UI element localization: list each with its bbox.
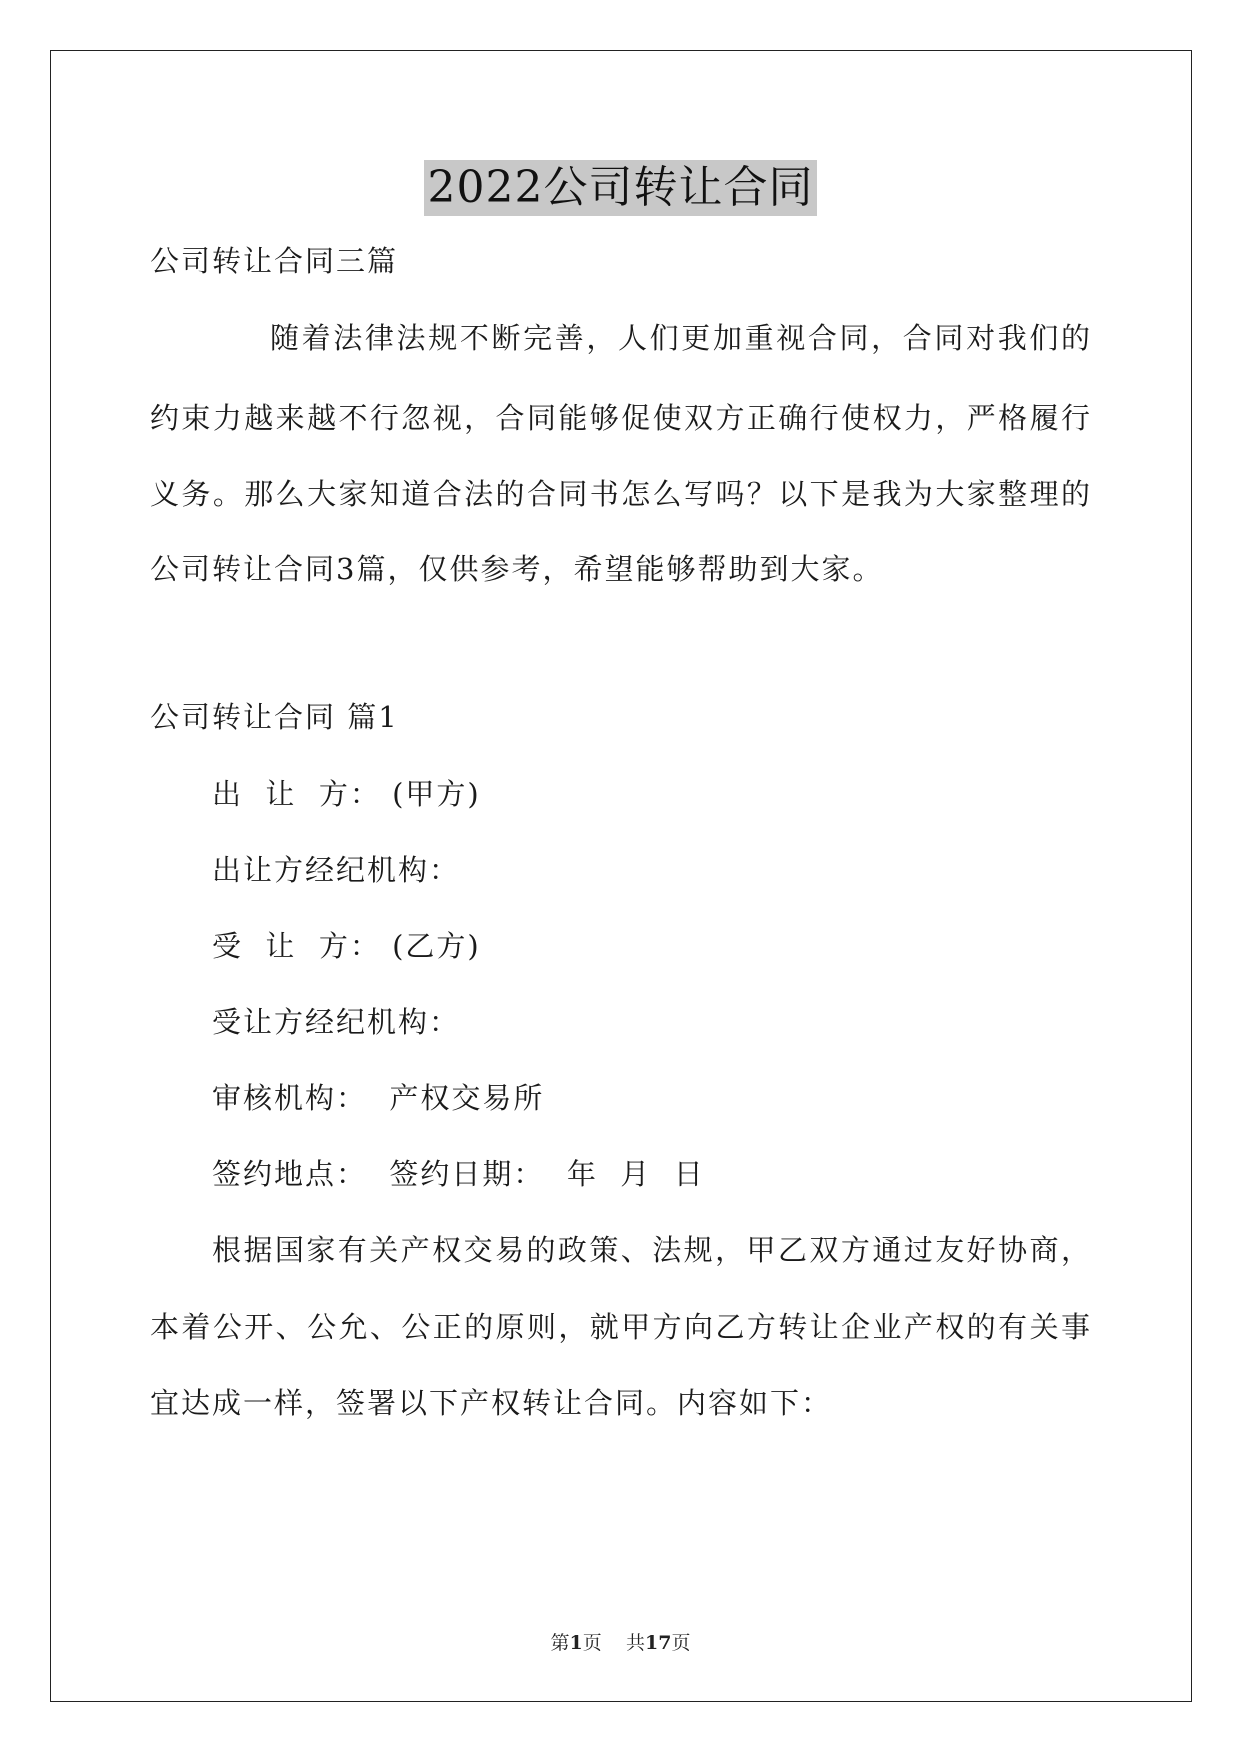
footer-total-prefix: 共 bbox=[625, 1632, 645, 1654]
field-transferor-agency: 出让方经纪机构： bbox=[212, 853, 461, 887]
intro-line-2: 约束力越来越不行忽视，合同能够促使双方正确行使权力，严格履行 bbox=[150, 401, 1090, 435]
footer-total-suffix: 页 bbox=[671, 1632, 691, 1654]
field-transferor: 出 让 方： (甲方) bbox=[212, 777, 481, 811]
footer-total-pages: 17 bbox=[644, 1632, 672, 1654]
document-subtitle: 公司转让合同三篇 bbox=[150, 244, 399, 278]
intro-line-3: 义务。那么大家知道合法的合同书怎么写吗？以下是我为大家整理的 bbox=[150, 477, 1090, 511]
title-container bbox=[0, 160, 1241, 216]
page-footer bbox=[0, 1630, 1241, 1656]
body-line-1: 根据国家有关产权交易的政策、法规，甲乙双方通过友好协商， bbox=[212, 1233, 1090, 1267]
body-line-2: 本着公开、公允、公正的原则，就甲方向乙方转让企业产权的有关事 bbox=[150, 1310, 1090, 1344]
field-signing-place-date: 签约地点： 签约日期： 年 月 日 bbox=[212, 1157, 705, 1191]
footer-page-suffix: 页 bbox=[582, 1632, 602, 1654]
footer-page-prefix: 第 bbox=[550, 1632, 570, 1654]
intro-line-1: 随着法律法规不断完善，人们更加重视合同，合同对我们的 bbox=[270, 321, 1090, 355]
field-transferee-agency: 受让方经纪机构： bbox=[212, 1005, 461, 1039]
field-review-agency: 审核机构： 产权交易所 bbox=[212, 1081, 545, 1115]
intro-line-4: 公司转让合同3篇，仅供参考，希望能够帮助到大家。 bbox=[150, 552, 884, 586]
section-heading: 公司转让合同 篇1 bbox=[150, 700, 399, 734]
body-line-3: 宜达成一样，签署以下产权转让合同。内容如下： bbox=[150, 1386, 833, 1420]
field-transferee: 受 让 方： (乙方) bbox=[212, 929, 481, 963]
document-title: 2022公司转让合同 bbox=[424, 160, 818, 216]
footer-page-number: 1 bbox=[569, 1632, 583, 1654]
